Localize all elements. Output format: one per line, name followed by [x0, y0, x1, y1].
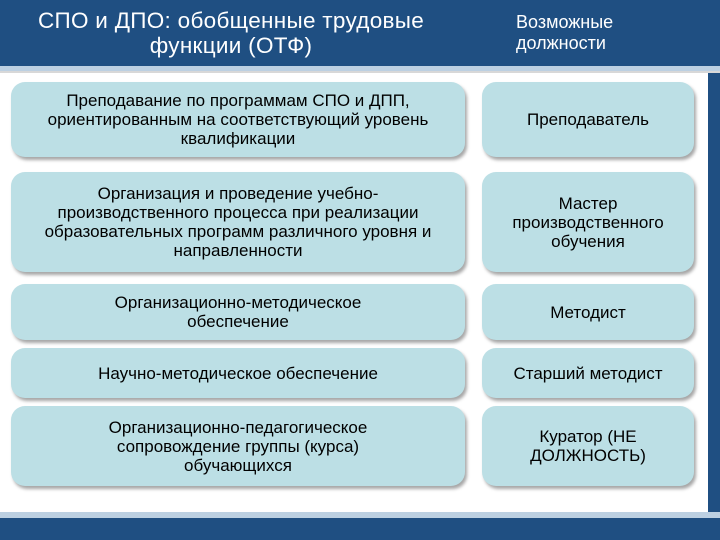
- right-edge-strip: [708, 0, 720, 540]
- position-box-curator: [482, 406, 694, 486]
- header-positions-title: [516, 0, 720, 66]
- header-divider-shadow: [0, 71, 720, 73]
- function-box-group-support: [11, 406, 465, 486]
- function-text: Организация и проведение учебно-производственного процесса при реализации образовательных программ различного уровня и направленности: [44, 184, 432, 260]
- footer-bar: [0, 518, 720, 540]
- function-text: Научно-методическое обеспечение: [98, 363, 378, 383]
- position-box-senior-methodist: [482, 348, 694, 398]
- header-functions-title-text: СПО и ДПО: обобщенные трудовые функции (ОТФ): [37, 8, 425, 58]
- function-text: Организационно-методическое обеспечение: [114, 293, 362, 331]
- header-functions-title: [0, 0, 462, 66]
- function-box-org-methodical: [11, 284, 465, 340]
- position-text: Мастер производственного обучения: [512, 193, 664, 251]
- function-box-teaching: [11, 82, 465, 157]
- function-box-production-training: [11, 172, 465, 272]
- function-text: Преподавание по программам СПО и ДПП, ориентированным на соответствующий уровень квалификации: [47, 91, 429, 148]
- position-text: Методист: [550, 302, 626, 322]
- position-text: Куратор (НЕ ДОЛЖНОСТЬ): [530, 427, 646, 465]
- position-box-master: [482, 172, 694, 272]
- function-box-sci-methodical: [11, 348, 465, 398]
- position-box-methodist: [482, 284, 694, 340]
- function-text: Организационно-педагогическое сопровождение группы (курса) обучающихся: [108, 417, 368, 475]
- position-box-teacher: [482, 82, 694, 157]
- header-positions-title-text: Возможные должности: [516, 12, 614, 53]
- position-text: Преподаватель: [527, 110, 649, 129]
- position-text: Старший методист: [513, 363, 663, 383]
